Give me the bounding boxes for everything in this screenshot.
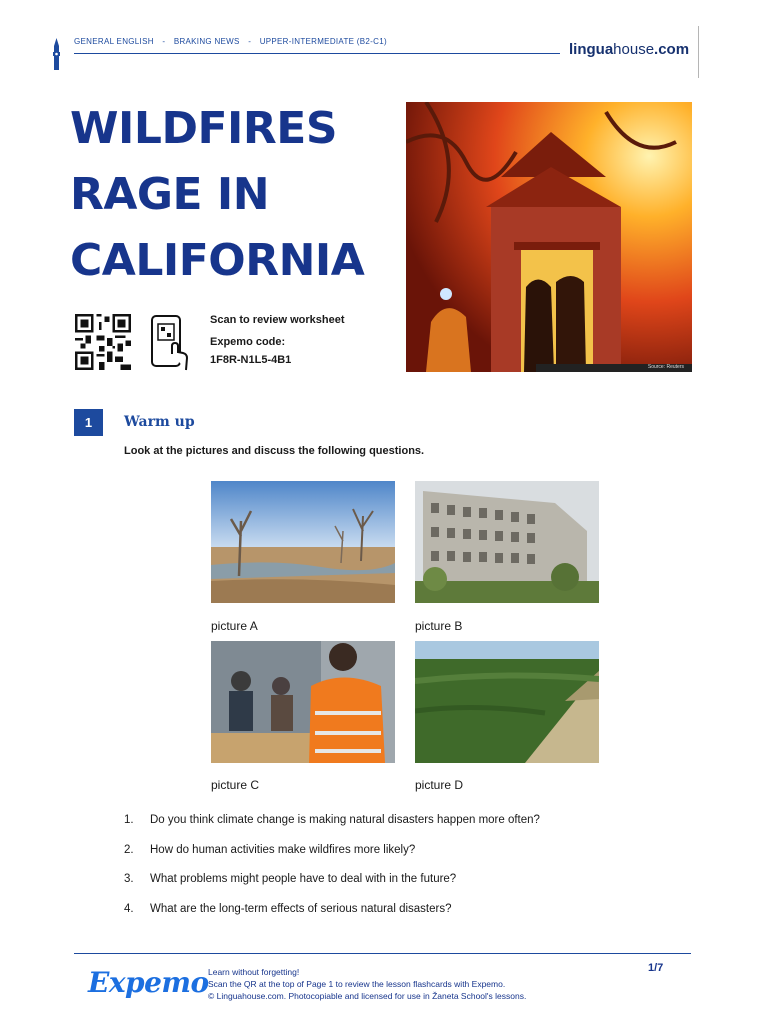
section-instruction: Look at the pictures and discuss the following questions. (124, 445, 425, 457)
header-vertical-rule (698, 26, 699, 78)
expemo-code-label: Expemo code: (210, 336, 286, 348)
page-number: 1/7 (648, 962, 664, 974)
list-item: 3. What problems might people have to deal with in the future? (124, 873, 457, 885)
picture-a-label: picture A (211, 619, 258, 633)
list-item: 1. Do you think climate change is making natural disasters happen more often? (124, 814, 540, 826)
expemo-code: 1F8R-N1L5-4B1 (210, 354, 292, 366)
big-ben-icon (50, 38, 62, 70)
section-number: 1 (74, 409, 103, 436)
picture-b-label: picture B (415, 619, 463, 633)
question-list (124, 814, 684, 932)
breadcrumb-item[interactable]: UPPER-INTERMEDIATE (B2-C1) (259, 37, 387, 46)
section-title: Warm up (124, 414, 195, 430)
picture-c-label: picture C (211, 778, 260, 792)
scan-instructions (210, 313, 345, 375)
footer-text: Learn without forgetting! Scan the QR at the top of Page 1 to review the lesson flashcards with Expemo. © Linguahouse.com. Photocopiable and licensed for use in Žaneta School's lessons. (208, 967, 527, 1001)
picture-d-image (415, 641, 599, 763)
breadcrumb-separator: - (162, 37, 166, 46)
picture-c-image (211, 641, 395, 763)
expemo-logo[interactable]: Expemo (88, 966, 209, 999)
picture-b-image (415, 481, 599, 603)
breadcrumb-item[interactable]: BRAKING NEWS (173, 37, 240, 46)
footer-divider (74, 953, 691, 954)
breadcrumb-separator: - (248, 37, 252, 46)
list-item: 2. How do human activities make wildfires more likely? (124, 843, 416, 856)
qr-code[interactable] (73, 314, 133, 370)
linguahouse-logo[interactable]: linguahouse.com (569, 41, 690, 58)
header-divider (74, 53, 560, 54)
scan-label: Scan to review worksheet (210, 314, 345, 326)
image-source-caption: Source: Reuters (647, 364, 684, 370)
breadcrumb-item[interactable]: GENERAL ENGLISH (74, 37, 154, 46)
phone-scan-icon (150, 314, 190, 372)
hero-image-firefighters (406, 102, 692, 372)
picture-d-label: picture D (415, 778, 464, 792)
list-item: 4. What are the long-term effects of serious natural disasters? (124, 902, 452, 915)
page-title: WILDFIRES RAGE IN CALIFORNIA (70, 103, 365, 286)
picture-a-image (211, 481, 395, 603)
